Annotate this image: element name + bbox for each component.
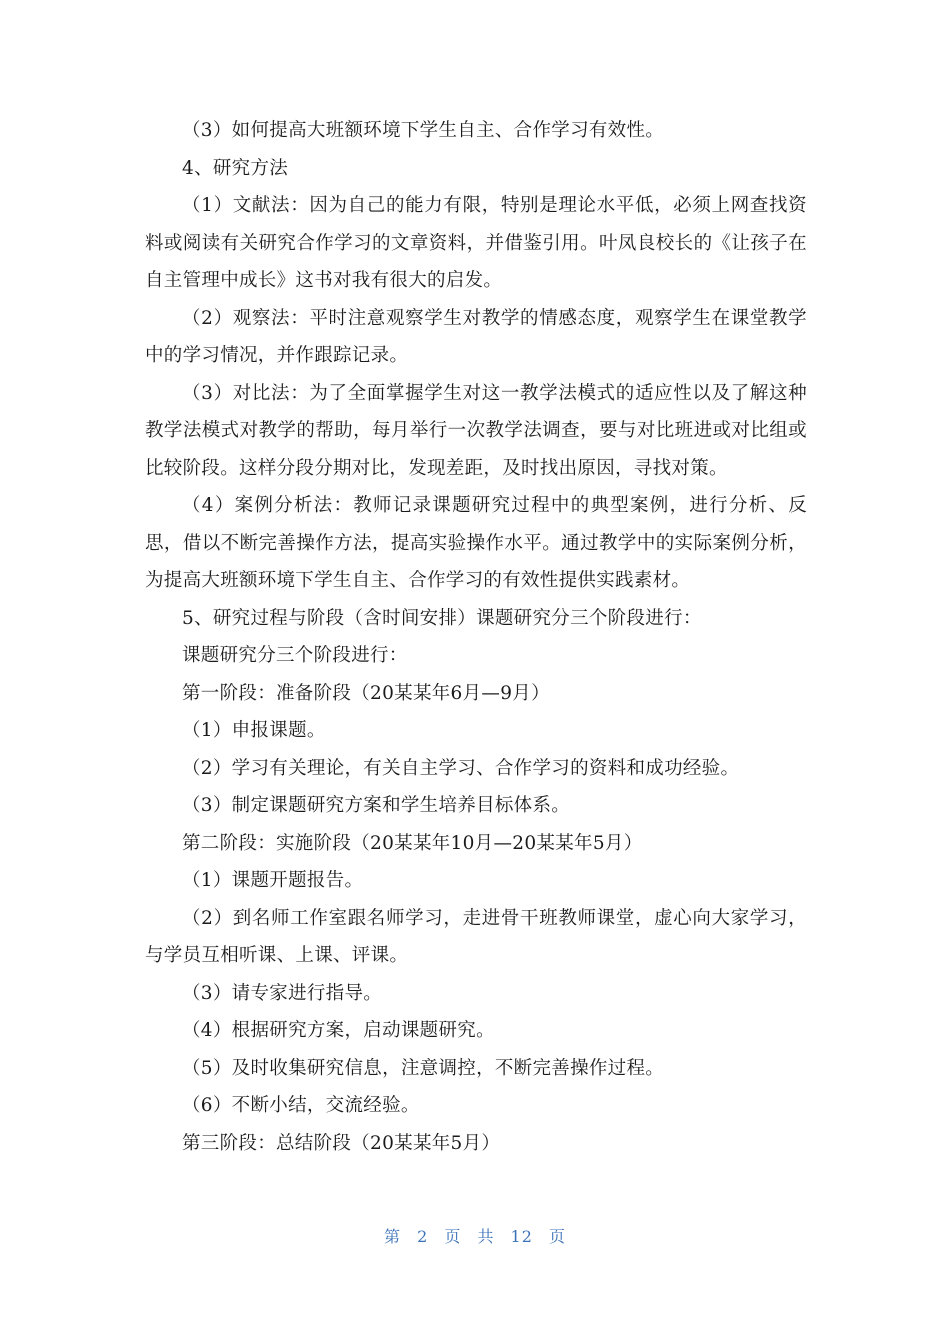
list-item: （1）申报课题。 [182,720,326,741]
list-item: （2）学习有关理论，有关自主学习、合作学习的资料和成功经验。 [182,757,740,779]
paragraph: （3）如何提高大班额环境下学生自主、合作学习有效性。 [182,120,665,141]
paragraph: （4）案例分析法：教师记录课题研究过程中的典型案例，进行分析、反思，借以不断完善操作方法，提高实验操作水平。通过教学中的实际案例分析，为提高大班额环境下学生自主、合作学习的有效性提供实践素材。 [145,495,807,591]
list-item: （3）制定课题研究方案和学生培养目标体系。 [182,795,571,816]
page-number-label: 第 2 页 共 12 页 [384,1227,566,1246]
list-item: （4）根据研究方案，启动课题研究。 [182,1020,495,1041]
list-item: （3）请专家进行指导。 [182,982,383,1004]
section-heading: 4、研究方法 [182,157,289,179]
list-item: （2）到名师工作室跟名师学习，走进骨干班教师课堂，虚心向大家学习，与学员互相听课、上课、评课。 [145,907,807,966]
document-body [145,112,807,1162]
page-footer [0,1224,950,1247]
stage-heading: 第二阶段：实施阶段（20某某年10月—20某某年5月） [182,832,643,854]
stage-heading: 第三阶段：总结阶段（20某某年5月） [182,1132,501,1154]
stage-heading: 第一阶段：准备阶段（20某某年6月—9月） [182,682,550,704]
list-item: （1）课题开题报告。 [182,870,364,891]
list-item: （6）不断小结，交流经验。 [182,1095,420,1116]
paragraph: （1）文献法：因为自己的能力有限，特别是理论水平低，必须上网查找资料或阅读有关研究合作学习的文章资料，并借鉴引用。叶凤良校长的《让孩子在自主管理中成长》这书对我有很大的启发。 [145,195,807,291]
paragraph: 课题研究分三个阶段进行： [182,645,408,666]
section-heading: 5、研究过程与阶段（含时间安排）课题研究分三个阶段进行： [182,607,702,629]
paragraph: （2）观察法：平时注意观察学生对教学的情感态度，观察学生在课堂教学中的学习情况，并作跟踪记录。 [145,307,807,366]
list-item: （5）及时收集研究信息，注意调控，不断完善操作过程。 [182,1057,665,1079]
paragraph: （3）对比法：为了全面掌握学生对这一教学法模式的适应性以及了解这种教学法模式对教学的帮助，每月举行一次教学法调查，要与对比班进或对比组或比较阶段。这样分段分期对比，发现差距，及时找出原因，寻找对策。 [145,382,807,479]
